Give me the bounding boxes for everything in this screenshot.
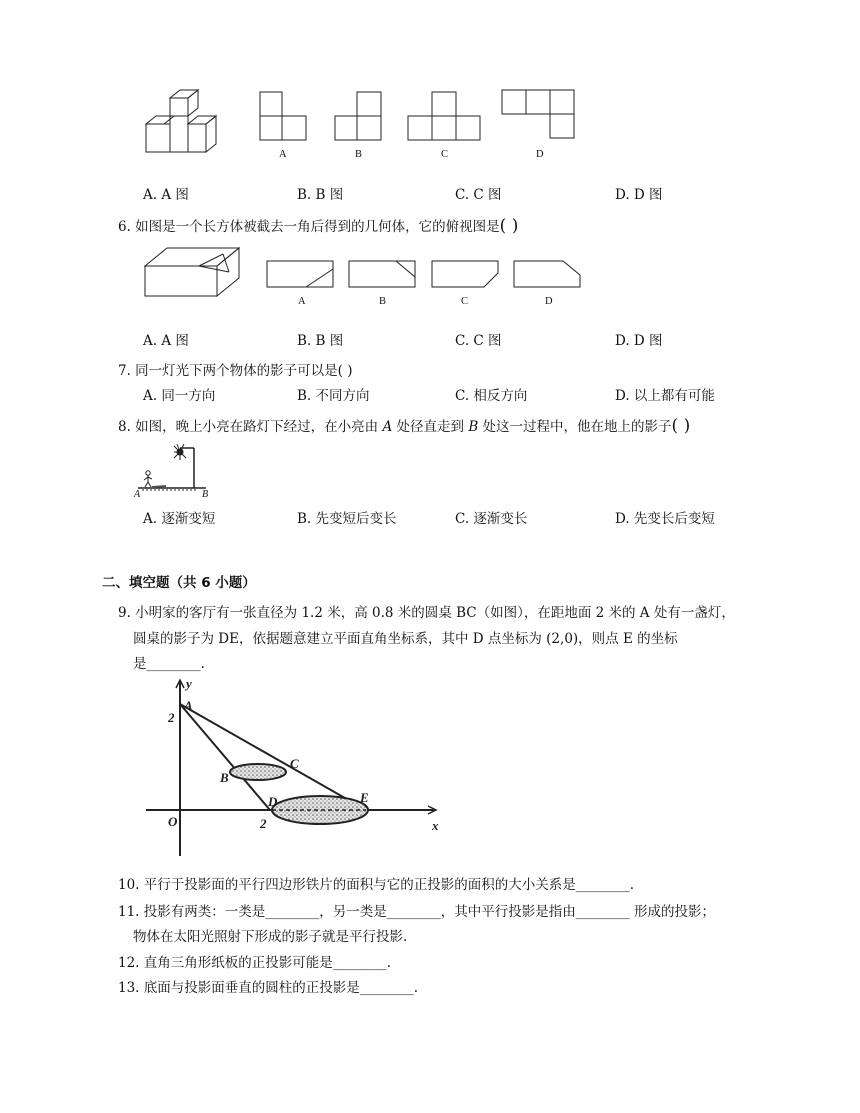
q8-stem-part-a: 8. 如图，晚上小亮在路灯下经过，在小亮由: [118, 419, 383, 435]
q6-figure-label-b: B: [379, 296, 387, 307]
q5-option-a-figure: [258, 90, 308, 140]
q7-option-b[interactable]: B. 不同方向: [297, 388, 370, 404]
q6-figure-label-a: A: [298, 296, 306, 307]
q9-label-2-x: 2: [260, 816, 267, 831]
q6-figure-label-c: C: [461, 296, 469, 307]
q5-figure-label-d: D: [536, 149, 544, 160]
q8-point-b: B: [468, 419, 479, 435]
q8-answer-paren: ( ): [671, 416, 691, 436]
q8-figure-label-b: B: [202, 489, 209, 500]
q8-option-a[interactable]: A. 逐渐变短: [143, 511, 216, 527]
q6-option-b[interactable]: B. B 图: [297, 333, 344, 349]
q8-figure-label-a: A: [134, 489, 141, 500]
q5-option-a[interactable]: A. A 图: [143, 187, 189, 203]
q7-option-a[interactable]: A. 同一方向: [143, 388, 216, 404]
q6-option-c-figure: [431, 259, 501, 291]
q7-stem: 7. 同一灯光下两个物体的影子可以是( ): [118, 363, 353, 379]
q9-label-d: D: [268, 794, 278, 809]
q6-stem-text: 6. 如图是一个长方体被截去一角后得到的几何体，它的俯视图是: [118, 219, 500, 235]
q8-option-d[interactable]: D. 先变长后变短: [615, 511, 715, 527]
q9-line-3: 是________.: [133, 656, 205, 672]
q5-option-b-figure: [333, 90, 383, 140]
section-2-title: 二、填空题（共 6 小题）: [102, 575, 256, 591]
q6-option-c[interactable]: C. C 图: [455, 333, 502, 349]
q6-option-a[interactable]: A. A 图: [143, 333, 189, 349]
q8-point-a: A: [382, 419, 393, 435]
q8-option-c[interactable]: C. 逐渐变长: [455, 511, 528, 527]
q7-option-d[interactable]: D. 以上都有可能: [615, 388, 715, 404]
q9-line-2: 圆桌的影子为 DE，依据题意建立平面直角坐标系，其中 D 点坐标为 (2,0)，则点 E 的坐标: [133, 631, 678, 647]
q5-figure-label-b: B: [355, 149, 363, 160]
q9-coordinate-figure: [140, 674, 450, 860]
q9-label-y: y: [186, 676, 192, 691]
q6-option-d-figure: [513, 259, 583, 291]
q9-label-b: B: [220, 770, 229, 785]
q9-line-1: 9. 小明家的客厅有一张直径为 1.2 米，高 0.8 米的圆桌 BC（如图），在距地面 2 米的 A 处有一盏灯，: [118, 605, 735, 621]
q6-option-a-figure: [266, 259, 336, 291]
q12-text: 12. 直角三角形纸板的正投影可能是________.: [118, 955, 392, 971]
q5-figure-label-a: A: [279, 149, 287, 160]
q8-stem-part-c: 处这一过程中，他在地上的影子: [478, 419, 672, 435]
q8-stem-part-b: 处径直走到: [392, 419, 469, 435]
q9-label-origin: O: [168, 814, 178, 829]
q5-option-d-figure: [500, 88, 578, 140]
q7-option-c[interactable]: C. 相反方向: [455, 388, 528, 404]
q5-cube-stack-figure: [140, 88, 240, 158]
q5-option-d[interactable]: D. D 图: [615, 187, 663, 203]
q5-option-c-figure: [406, 90, 482, 140]
q9-label-2-y: 2: [168, 710, 175, 725]
q8-option-b[interactable]: B. 先变短后变长: [297, 511, 397, 527]
q8-stem: [118, 415, 690, 436]
q9-label-x: x: [432, 818, 439, 833]
q9-label-c: C: [290, 756, 299, 771]
q6-answer-paren: ( ): [499, 216, 519, 236]
q11-line-1: 11. 投影有两类：一类是________，另一类是________，其中平行投影是指由________ 形成的投影；: [118, 904, 716, 920]
q5-figure-label-c: C: [441, 149, 449, 160]
q9-label-a: A: [184, 698, 193, 713]
q5-option-c[interactable]: C. C 图: [455, 187, 502, 203]
q10-text: 10. 平行于投影面的平行四边形铁片的面积与它的正投影的面积的大小关系是________.: [118, 877, 635, 893]
q6-option-b-figure: [348, 259, 418, 291]
q5-option-b[interactable]: B. B 图: [297, 187, 344, 203]
q6-cut-box-figure: [143, 244, 243, 300]
q6-option-d[interactable]: D. D 图: [615, 333, 663, 349]
q13-text: 13. 底面与投影面垂直的圆柱的正投影是________.: [118, 980, 419, 996]
q6-stem: [118, 215, 518, 236]
q6-figure-label-d: D: [545, 296, 553, 307]
q11-line-2: 物体在太阳光照射下形成的影子就是平行投影.: [133, 929, 408, 945]
q9-label-e: E: [360, 790, 369, 805]
